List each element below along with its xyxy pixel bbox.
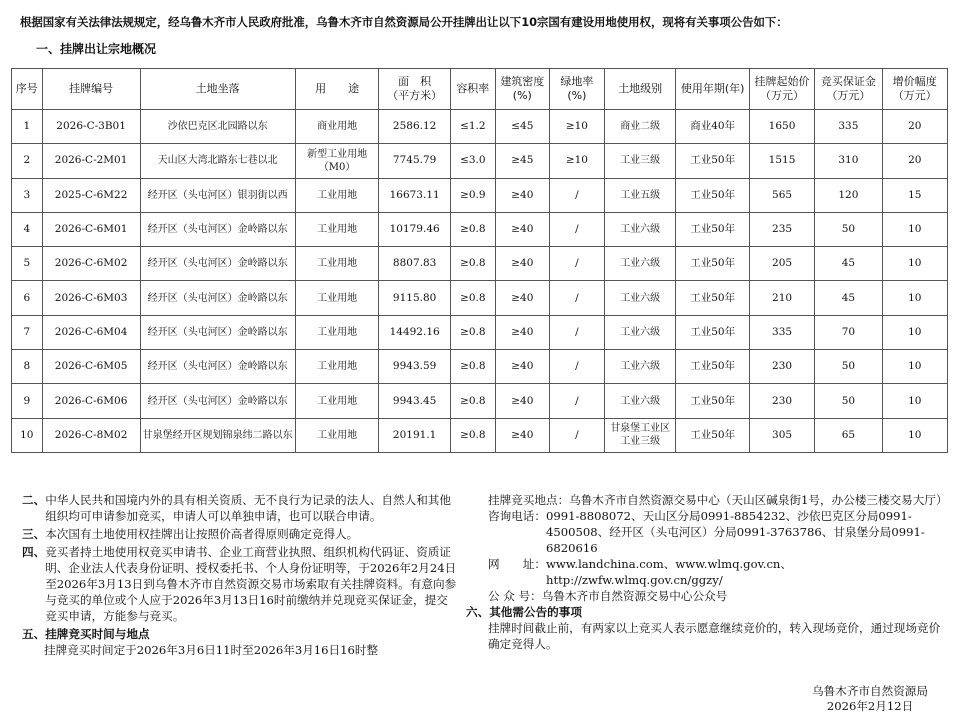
table-cell: 工业用地 (295, 315, 379, 349)
table-cell: ≤45 (495, 110, 549, 144)
table-cell: 经开区（头屯河区）金岭路以东 (140, 384, 295, 418)
intro-text: 根据国家有关法律法规规定，经乌鲁木齐市人民政府批准，乌鲁木齐市自然资源局公开挂牌出让以下10宗国有建设用地使用权，现将有关事项公告如下： (20, 15, 788, 29)
table-cell: / (549, 315, 604, 349)
column-header-text: （万元） (892, 89, 937, 102)
table-cell: 9943.45 (379, 384, 450, 418)
table-cell: 45 (815, 281, 882, 315)
table-cell: 9943.59 (379, 350, 450, 384)
column-header-text: （平方米） (387, 89, 443, 102)
table-cell: 10 (882, 315, 947, 349)
website (466, 556, 946, 588)
table-cell: 甘泉堡经开区规划锦泉纬二路以东 (140, 418, 295, 452)
column-header (495, 69, 549, 110)
bidding-location: 挂牌竞买地点：乌鲁木齐市自然资源交易中心（天山区碱泉街1号，办公楼三楼交易大厅） (488, 493, 948, 507)
website-link[interactable]: http://zwfw.wlmq.gov.cn/ggzy/ (545, 573, 723, 587)
table-cell: 2026-C-8M02 (42, 418, 140, 452)
table-cell: 10 (882, 247, 947, 281)
column-header (450, 69, 495, 110)
table-row (12, 110, 948, 144)
table-cell: 经开区（头屯河区）金岭路以东 (140, 212, 295, 246)
table-cell: 9115.80 (379, 281, 450, 315)
table-cell: 工业50年 (676, 315, 749, 349)
table-cell: ≥45 (495, 144, 549, 178)
table-cell: 2026-C-3B01 (42, 110, 140, 144)
table-cell: 10 (882, 212, 947, 246)
table-cell: 10 (12, 418, 43, 452)
table-cell: 经开区（头屯河区）银羽街以西 (140, 178, 295, 212)
clause-5-text: 挂牌竞买时间定于2026年3月6日11时至2026年3月16日16时整 (44, 643, 379, 657)
website-label: 网 址： (488, 557, 546, 571)
table-cell: 1515 (749, 144, 814, 178)
column-header (676, 69, 749, 110)
table-cell: ≥40 (495, 178, 549, 212)
column-header (42, 69, 140, 110)
column-header (882, 69, 947, 110)
table-cell: 4 (12, 212, 43, 246)
table-cell: 120 (815, 178, 882, 212)
table-cell: ≥10 (549, 110, 604, 144)
table-cell: ≥0.9 (450, 178, 495, 212)
table-cell: 50 (815, 212, 882, 246)
table-cell: 工业50年 (676, 212, 749, 246)
clause-6-text: 挂牌时间截止前，有两家以上竞买人表示愿意继续竞价的，转入现场竞价，通过现场竞价确定竞得人。 (488, 621, 941, 651)
table-cell: ≤1.2 (450, 110, 495, 144)
clause-2 (22, 492, 458, 524)
table-cell: 沙依巴克区北园路以东 (140, 110, 295, 144)
table-cell: 7745.79 (379, 144, 450, 178)
table-cell: 工业六级 (604, 384, 675, 418)
table-cell: 235 (749, 212, 814, 246)
table-row (12, 315, 948, 349)
column-header-text: 土地坐落 (195, 82, 240, 95)
table-cell: ≤3.0 (450, 144, 495, 178)
clause-text: 本次国有土地使用权挂牌出让按照价高者得原则确定竞得人。 (45, 527, 359, 541)
table-cell: 14492.16 (379, 315, 450, 349)
table-cell: ≥40 (495, 315, 549, 349)
column-header-text: 绿地率 (560, 75, 594, 88)
column-header-text: 序号 (15, 82, 38, 95)
table-cell: ≥40 (495, 247, 549, 281)
table-cell: 3 (12, 178, 43, 212)
table-cell: 工业用地 (295, 384, 379, 418)
column-header (549, 69, 604, 110)
clause-number: 四、 (22, 545, 46, 559)
clause-3 (22, 526, 458, 542)
table-cell: / (549, 418, 604, 452)
table-cell: 565 (749, 178, 814, 212)
table-cell: 70 (815, 315, 882, 349)
table-cell: 工业六级 (604, 350, 675, 384)
table-cell: 工业六级 (604, 315, 675, 349)
column-header-text: 挂牌起始价 (754, 75, 810, 88)
table-row (12, 144, 948, 178)
table-row (12, 350, 948, 384)
table-cell: 经开区（头屯河区）金岭路以东 (140, 315, 295, 349)
table-cell: 8 (12, 350, 43, 384)
table-cell: 商业二级 (604, 110, 675, 144)
table-cell: / (549, 384, 604, 418)
table-cell: 230 (749, 384, 814, 418)
column-header-text: 面 积 (398, 75, 432, 88)
table-cell: 2025-C-6M22 (42, 178, 140, 212)
table-row (12, 418, 948, 452)
table-cell: 工业50年 (676, 418, 749, 452)
table-cell: 2026-C-6M01 (42, 212, 140, 246)
table-cell: 2026-C-6M02 (42, 247, 140, 281)
column-header-text: 使用年期(年) (680, 82, 745, 95)
column-header-text: 建筑密度 (500, 75, 545, 88)
column-header-text: 挂牌编号 (69, 82, 114, 95)
column-header-text: 用 途 (315, 82, 360, 95)
column-header-text: 增价幅度 (892, 75, 937, 88)
table-cell: 工业50年 (676, 144, 749, 178)
table-cell: 工业50年 (676, 384, 749, 418)
clause-6-title: 六、其他需公告的事项 (466, 605, 582, 619)
table-cell: 10 (882, 281, 947, 315)
table-cell: 工业50年 (676, 350, 749, 384)
table-cell: 2026-C-6M06 (42, 384, 140, 418)
table-cell: 50 (815, 384, 882, 418)
table-cell: 工业用地 (295, 247, 379, 281)
table-cell: ≥0.8 (450, 212, 495, 246)
clause-number: 三、 (22, 527, 46, 541)
table-cell: 1650 (749, 110, 814, 144)
table-cell: 工业六级 (604, 212, 675, 246)
table-cell: 10179.46 (379, 212, 450, 246)
column-header-text: 竞买保证金 (820, 75, 876, 88)
table-cell: ≥0.8 (450, 315, 495, 349)
table-cell: 2026-C-6M03 (42, 281, 140, 315)
column-header-text: 土地级别 (618, 82, 663, 95)
table-cell: 10 (882, 350, 947, 384)
table-cell: 6 (12, 281, 43, 315)
column-header (604, 69, 675, 110)
notice-right-column (466, 492, 946, 652)
table-cell: 工业六级 (604, 247, 675, 281)
table-cell: ≥40 (495, 281, 549, 315)
wechat-label: 公 众 号： (488, 589, 542, 603)
table-cell: 230 (749, 350, 814, 384)
table-cell: 天山区大湾北路东七巷以北 (140, 144, 295, 178)
table-cell: ≥40 (495, 212, 549, 246)
table-cell: 8807.83 (379, 247, 450, 281)
table-cell: ≥0.8 (450, 384, 495, 418)
table-cell: 10 (882, 384, 947, 418)
phone-label: 咨询电话： (488, 509, 546, 523)
wechat-value: 乌鲁木齐市自然资源交易中心公众号 (541, 589, 728, 603)
table-cell: 经开区（头屯河区）金岭路以东 (140, 247, 295, 281)
table-cell: 5 (12, 247, 43, 281)
table-cell: 工业六级 (604, 281, 675, 315)
table-cell: 经开区（头屯河区）金岭路以东 (140, 350, 295, 384)
table-cell: 工业用地 (295, 178, 379, 212)
table-cell: 16673.11 (379, 178, 450, 212)
section-title: 一、挂牌出让宗地概况 (36, 42, 157, 56)
column-header (379, 69, 450, 110)
table-row (12, 212, 948, 246)
column-header-text: 容积率 (456, 82, 490, 95)
table-cell: 2026-C-6M05 (42, 350, 140, 384)
table-cell: ≥40 (495, 384, 549, 418)
table-cell: 工业50年 (676, 281, 749, 315)
table-cell: / (549, 212, 604, 246)
table-cell: 205 (749, 247, 814, 281)
table-cell: / (549, 178, 604, 212)
column-header-text: (%) (567, 89, 587, 102)
table-cell: 65 (815, 418, 882, 452)
table-cell: 工业50年 (676, 247, 749, 281)
table-cell: 335 (749, 315, 814, 349)
table-cell: 工业五级 (604, 178, 675, 212)
clause-4 (22, 544, 458, 624)
table-cell: 经开区（头屯河区）金岭路以东 (140, 281, 295, 315)
table-cell: 商业40年 (676, 110, 749, 144)
table-cell: ≥0.8 (450, 281, 495, 315)
table-cell: ≥40 (495, 350, 549, 384)
table-cell: 2 (12, 144, 43, 178)
table-cell: 工业50年 (676, 178, 749, 212)
issuing-organization: 乌鲁木齐市自然资源局 (812, 684, 928, 698)
wechat-account (466, 588, 946, 604)
table-cell: 工业三级 (604, 144, 675, 178)
column-header-text: (%) (512, 89, 532, 102)
issue-date: 2026年2月12日 (826, 699, 914, 713)
table-cell: 50 (815, 350, 882, 384)
clause-number: 二、 (22, 493, 46, 507)
column-header (12, 69, 43, 110)
clause-text: 竞买者持土地使用权竞买申请书、企业工商营业执照、组织机构代码证、资质证明、企业法人代表身份证明、授权委托书、个人身份证明等，于2026年2月24日至2026年3月13日到乌鲁木齐市自然资源交易市场索取有关挂牌资料。有意向参与竞买的单位或个人应于2026年3月13日16时前缴纳并兑现竞买保证金，提交竞买申请，方能参与竞买。 (45, 545, 457, 623)
contact-phone (466, 508, 946, 556)
column-header-text: （万元） (826, 89, 871, 102)
table-cell: 7 (12, 315, 43, 349)
table-cell: 1 (12, 110, 43, 144)
column-header (295, 69, 379, 110)
table-cell: 商业用地 (295, 110, 379, 144)
table-row (12, 247, 948, 281)
table-cell: ≥10 (549, 144, 604, 178)
table-cell: 15 (882, 178, 947, 212)
website-link[interactable]: www.landchina.com、www.wlmq.gov.cn、 (545, 557, 792, 571)
table-cell: 20 (882, 144, 947, 178)
table-cell: 335 (815, 110, 882, 144)
table-cell: 2026-C-6M04 (42, 315, 140, 349)
table-cell: 2026-C-2M01 (42, 144, 140, 178)
clause-text: 中华人民共和国境内外的具有相关资质、无不良行为记录的法人、自然人和其他组织均可申请参加竞买，申请人可以单独申请，也可以联合申请。 (45, 493, 451, 523)
column-header-text: （万元） (760, 89, 805, 102)
table-cell: 工业用地 (295, 212, 379, 246)
parcel-table (11, 68, 948, 453)
table-cell: 20191.1 (379, 418, 450, 452)
table-cell: 9 (12, 384, 43, 418)
table-cell: ≥0.8 (450, 350, 495, 384)
column-header (815, 69, 882, 110)
signature-block (812, 684, 928, 714)
table-cell: ≥0.8 (450, 247, 495, 281)
table-cell: / (549, 247, 604, 281)
table-cell: / (549, 281, 604, 315)
phone-value: 0991-8808072、天山区分局0991-8854232、沙依巴克区分局0991-4500508、经开区（头屯河区）分局0991-3763786、甘泉堡分局0991-6820616 (545, 509, 925, 555)
table-cell: 20 (882, 110, 947, 144)
table-cell: 2586.12 (379, 110, 450, 144)
table-cell: 工业用地 (295, 350, 379, 384)
table-row (12, 384, 948, 418)
table-cell: 305 (749, 418, 814, 452)
table-cell: 工业用地 (295, 281, 379, 315)
table-row (12, 178, 948, 212)
table-header-row (12, 69, 948, 110)
table-cell: 新型工业用地（M0） (295, 144, 379, 178)
table-row (12, 281, 948, 315)
table-cell: 45 (815, 247, 882, 281)
column-header (140, 69, 295, 110)
notice-left-column (22, 492, 458, 658)
table-cell: 210 (749, 281, 814, 315)
table-cell: ≥40 (495, 418, 549, 452)
clause-5-title: 五、挂牌竞买时间与地点 (22, 627, 150, 641)
table-cell: / (549, 350, 604, 384)
column-header (749, 69, 814, 110)
table-cell: 工业用地 (295, 418, 379, 452)
table-cell: 310 (815, 144, 882, 178)
table-cell: 甘泉堡工业区工业三级 (604, 418, 675, 452)
table-cell: 10 (882, 418, 947, 452)
table-cell: ≥0.8 (450, 418, 495, 452)
